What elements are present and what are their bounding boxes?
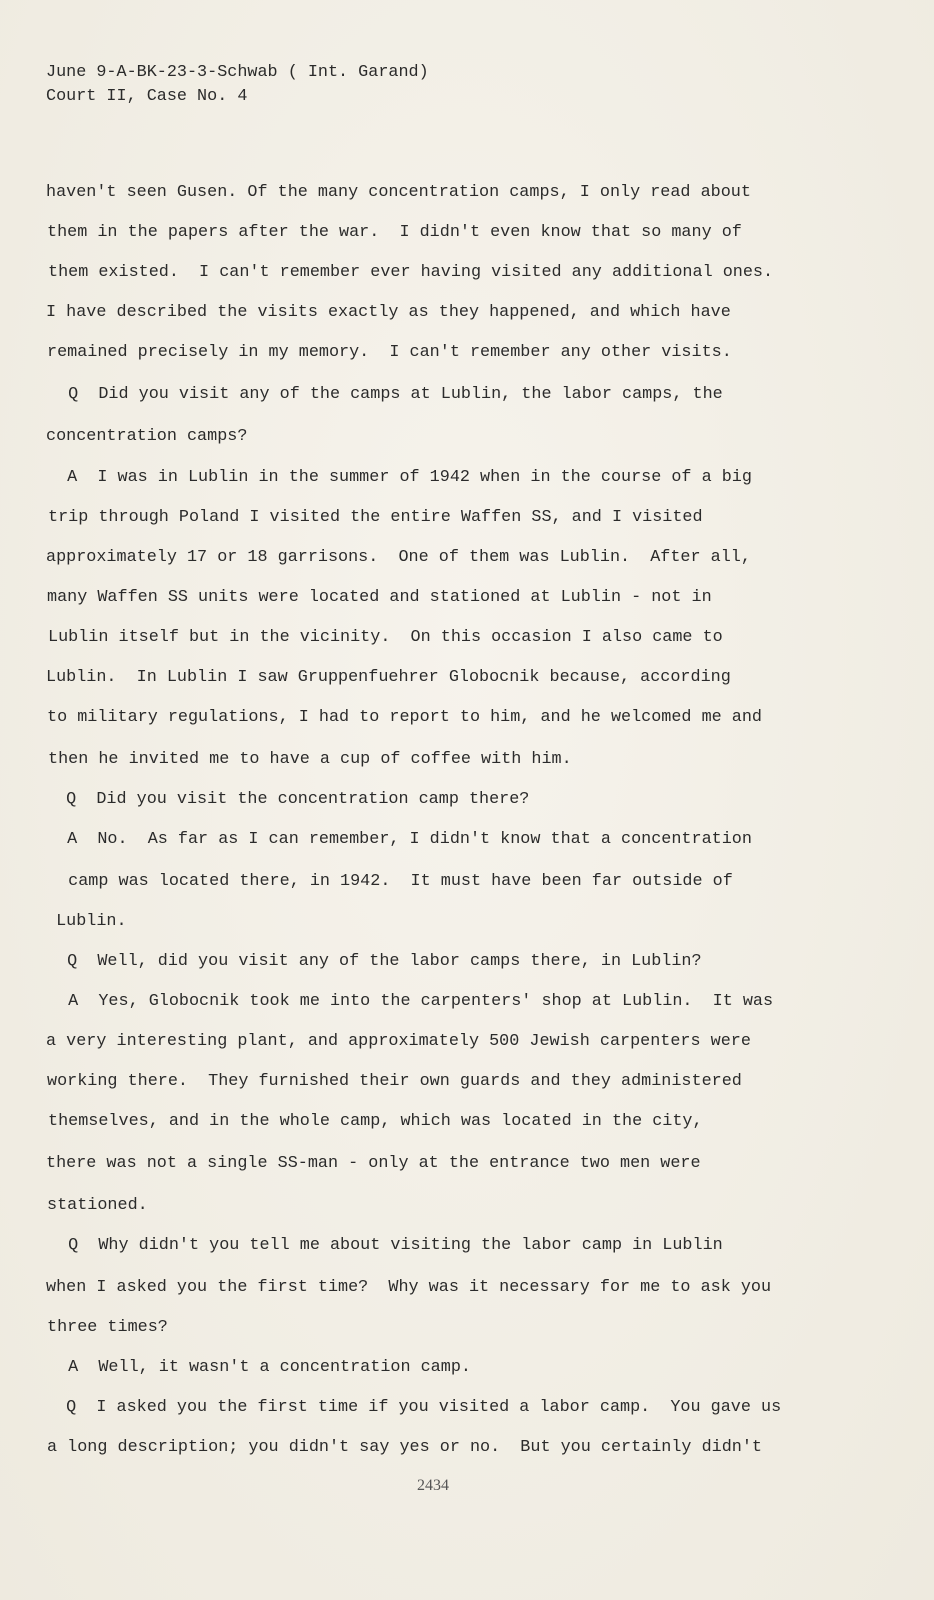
text-line: trip through Poland I visited the entire Waffen SS, and I visited xyxy=(48,508,703,527)
text-line: A I was in Lublin in the summer of 1942 when in the course of a big xyxy=(47,468,752,487)
text-line: three times? xyxy=(47,1318,168,1337)
text-line: when I asked you the first time? Why was it necessary for me to ask you xyxy=(46,1278,772,1297)
text-line: A Well, it wasn't a concentration camp. xyxy=(48,1358,471,1377)
text-line: Lublin itself but in the vicinity. On this occasion I also came to xyxy=(48,628,723,647)
text-line: stationed. xyxy=(47,1196,148,1215)
text-line: approximately 17 or 18 garrisons. One of them was Lublin. After all, xyxy=(46,548,751,567)
text-line: themselves, and in the whole camp, which was located in the city, xyxy=(48,1112,703,1131)
text-line: Q Did you visit any of the camps at Lublin, the labor camps, the xyxy=(48,385,723,404)
text-line: camp was located there, in 1942. It must have been far outside of xyxy=(48,872,733,891)
text-line: working there. They furnished their own guards and they administered xyxy=(47,1072,742,1091)
text-line: there was not a single SS-man - only at the entrance two men were xyxy=(46,1154,701,1173)
text-line: a very interesting plant, and approximately 500 Jewish carpenters were xyxy=(46,1032,751,1051)
text-line: remained precisely in my memory. I can't remember any other visits. xyxy=(47,343,732,362)
text-line: to military regulations, I had to report to him, and he welcomed me and xyxy=(47,708,762,727)
header-line-2: Court II, Case No. 4 xyxy=(46,87,248,106)
text-line: Q I asked you the first time if you visited a labor camp. You gave us xyxy=(46,1398,782,1417)
text-line: many Waffen SS units were located and stationed at Lublin - not in xyxy=(47,588,712,607)
text-line: Lublin. xyxy=(46,912,127,931)
header-line-1: June 9-A-BK-23-3-Schwab ( Int. Garand) xyxy=(46,63,429,82)
text-line: haven't seen Gusen. Of the many concentration camps, I only read about xyxy=(46,183,751,202)
text-line: them in the papers after the war. I didn't even know that so many of xyxy=(47,223,742,242)
text-line: concentration camps? xyxy=(46,427,248,446)
text-line: A Yes, Globocnik took me into the carpenters' shop at Lublin. It was xyxy=(48,992,774,1011)
text-line: I have described the visits exactly as they happened, and which have xyxy=(46,303,731,322)
text-line: A No. As far as I can remember, I didn't know that a concentration xyxy=(47,830,752,849)
page-number: 2434 xyxy=(417,1477,449,1494)
text-line: Q Did you visit the concentration camp there? xyxy=(46,790,530,809)
text-line: Q Why didn't you tell me about visiting the labor camp in Lublin xyxy=(48,1236,723,1255)
text-line: Lublin. In Lublin I saw Gruppenfuehrer Globocnik because, according xyxy=(46,668,731,687)
text-line: them existed. I can't remember ever having visited any additional ones. xyxy=(48,263,774,282)
text-line: then he invited me to have a cup of coffee with him. xyxy=(48,750,572,769)
text-line: a long description; you didn't say yes or no. But you certainly didn't xyxy=(47,1438,762,1457)
text-line: Q Well, did you visit any of the labor camps there, in Lublin? xyxy=(47,952,702,971)
